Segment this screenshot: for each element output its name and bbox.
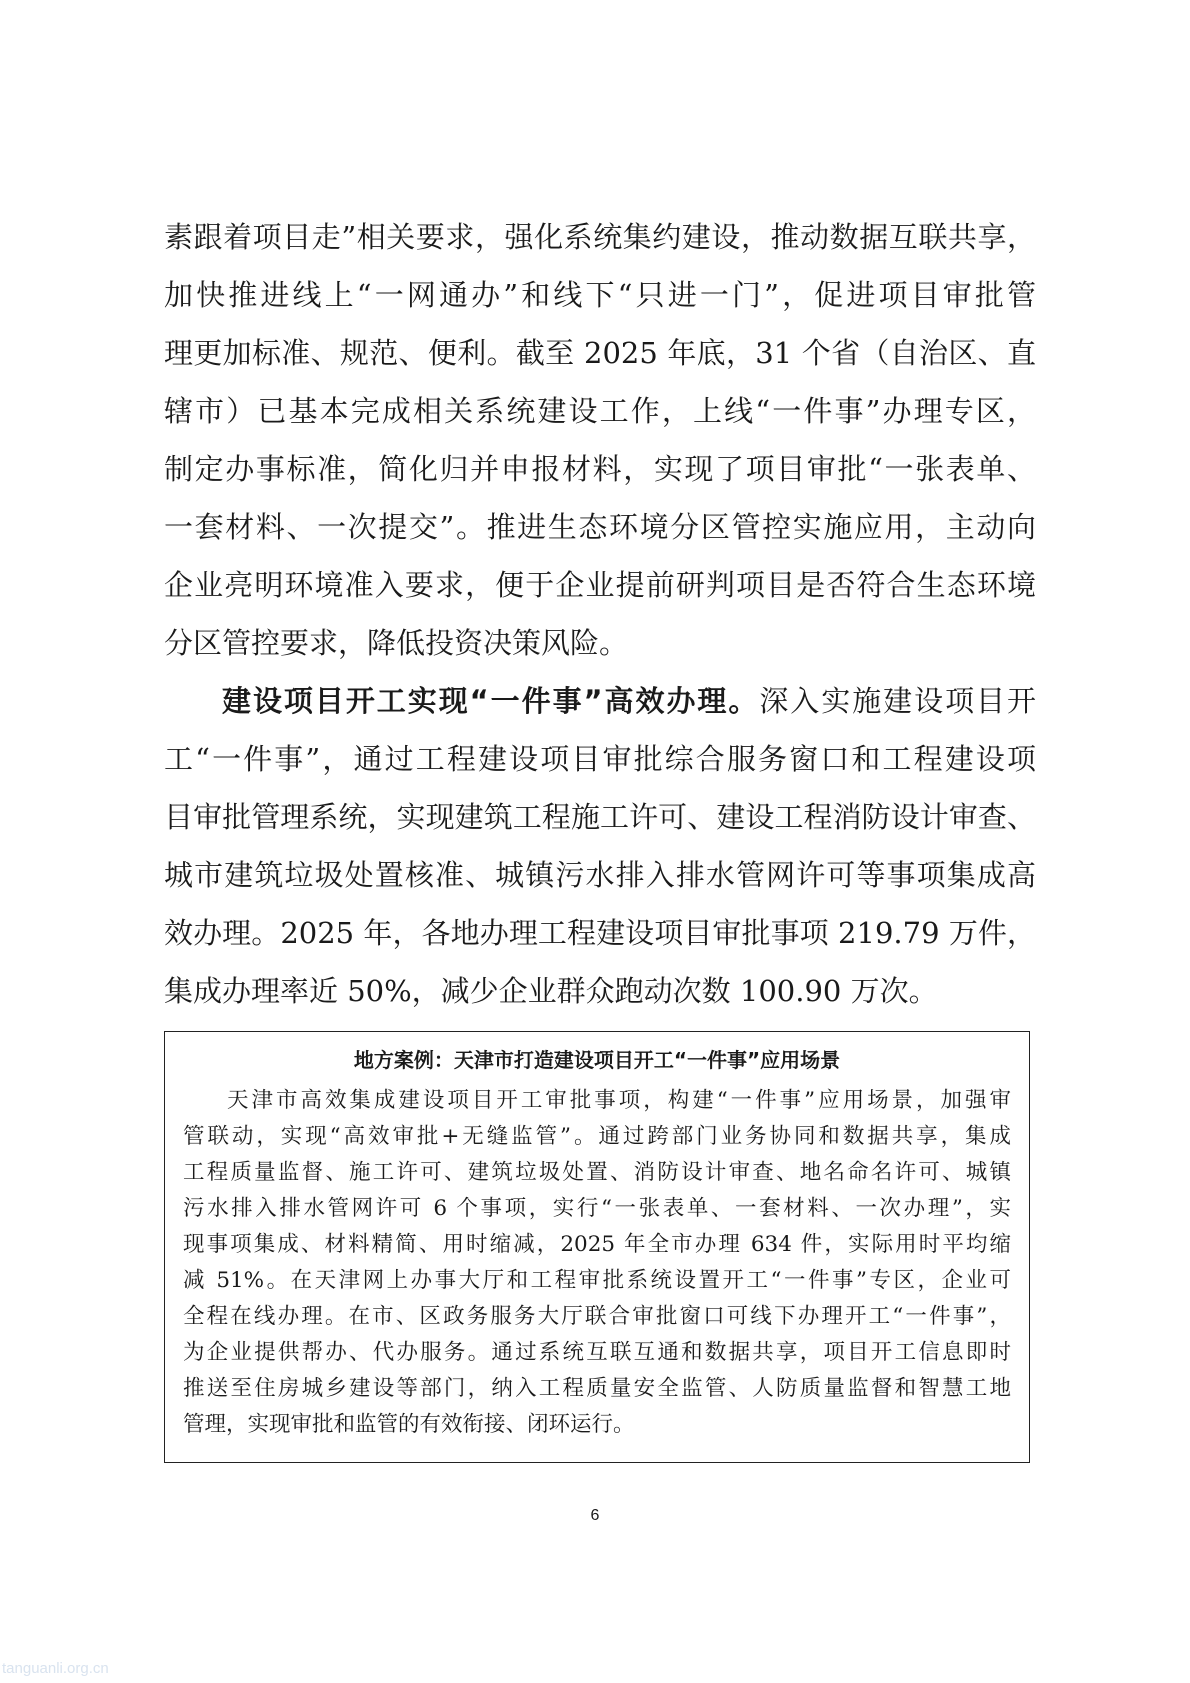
watermark-text: tanguanli.org.cn [2, 1660, 109, 1677]
paragraph-first-line [222, 681, 1036, 721]
paragraph-line: 城市建筑垃圾处置核准、城镇污水排入排水管网许可等事项集成高 [164, 858, 1036, 892]
paragraph-line: 目审批管理系统，实现建筑工程施工许可、建设工程消防设计审查、 [164, 800, 1036, 834]
case-study-line: 天津市高效集成建设项目开工审批事项，构建“一件事”应用场景，加强审 [227, 1088, 1011, 1113]
paragraph-line: 素跟着项目走”相关要求，强化系统集约建设，推动数据互联共享， [164, 220, 1036, 254]
case-study-line: 现事项集成、材料精简、用时缩减，2025 年全市办理 634 件，实际用时平均缩 [183, 1232, 1011, 1257]
paragraph-line: 分区管控要求，降低投资决策风险。 [164, 626, 629, 660]
paragraph-line: 制定办事标准，简化归并申报材料，实现了项目审批“一张表单、 [164, 452, 1036, 486]
paragraph-line: 企业亮明环境准入要求，便于企业提前研判项目是否符合生态环境 [164, 568, 1036, 602]
paragraph-heading: 建设项目开工实现“一件事”高效办理。 [222, 684, 760, 718]
paragraph-line: 效办理。2025 年，各地办理工程建设项目审批事项 219.79 万件， [164, 916, 1036, 950]
page-number: 6 [590, 1507, 600, 1524]
paragraph-line: 工“一件事”，通过工程建设项目审批综合服务窗口和工程建设项 [164, 742, 1036, 776]
case-study-box [164, 1031, 1030, 1463]
case-study-line: 为企业提供帮办、代办服务。通过系统互联互通和数据共享，项目开工信息即时 [183, 1340, 1011, 1365]
paragraph-line: 辖市）已基本完成相关系统建设工作，上线“一件事”办理专区， [164, 394, 1036, 428]
paragraph-text: 深入实施建设项目开 [759, 684, 1036, 718]
case-study-line: 管联动，实现“高效审批+无缝监管”。通过跨部门业务协同和数据共享，集成 [183, 1124, 1011, 1149]
case-study-line: 减 51%。在天津网上办事大厅和工程审批系统设置开工“一件事”专区，企业可 [183, 1268, 1011, 1293]
paragraph-line: 集成办理率近 50%，减少企业群众跑动次数 100.90 万次。 [164, 974, 938, 1008]
case-study-line: 工程质量监督、施工许可、建筑垃圾处置、消防设计审查、地名命名许可、城镇 [183, 1160, 1011, 1185]
paragraph-line: 一套材料、一次提交”。推进生态环境分区管控实施应用，主动向 [164, 510, 1036, 544]
paragraph-line: 加快推进线上“一网通办”和线下“只进一门”，促进项目审批管 [164, 278, 1036, 312]
case-study-title: 地方案例：天津市打造建设项目开工“一件事”应用场景 [353, 1048, 841, 1072]
case-study-line: 推送至住房城乡建设等部门，纳入工程质量安全监管、人防质量监督和智慧工地 [183, 1376, 1011, 1401]
case-study-line: 管理，实现审批和监管的有效衔接、闭环运行。 [183, 1412, 635, 1437]
case-study-line: 污水排入排水管网许可 6 个事项，实行“一张表单、一套材料、一次办理”，实 [183, 1196, 1011, 1221]
paragraph-line: 理更加标准、规范、便利。截至 2025 年底，31 个省（自治区、直 [164, 336, 1036, 370]
case-study-line: 全程在线办理。在市、区政务服务大厅联合审批窗口可线下办理开工“一件事”， [183, 1304, 1011, 1329]
